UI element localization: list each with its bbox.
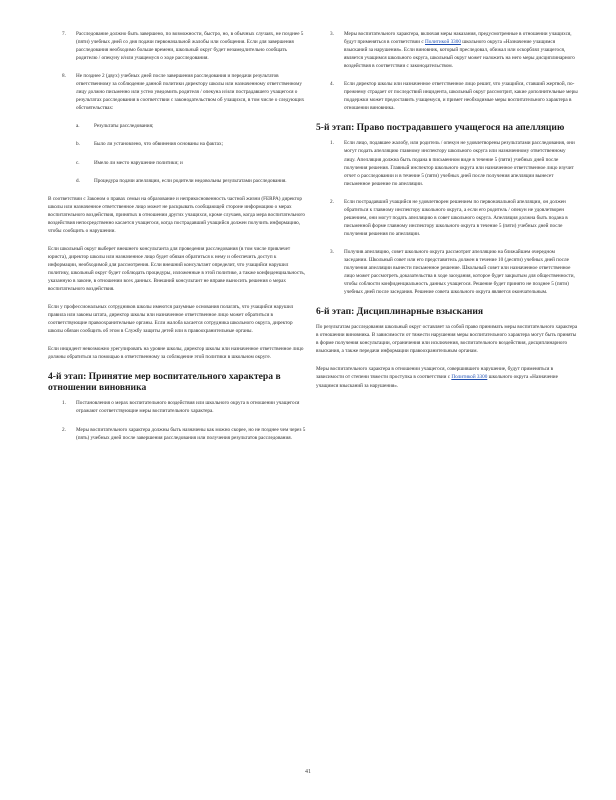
section-heading: 4-й этап: Принятие мер воспитательного характера в отношении виновника: [48, 371, 281, 394]
item-number: 1.: [330, 140, 334, 147]
item-number: 7.: [62, 31, 66, 37]
item-number: 2.: [62, 426, 66, 433]
list-item: [62, 30, 306, 62]
item-text: Не позднее 2 (двух) учебных дней после завершения расследования и передачи результатов ответственному за соблюдение данной политики директору школы или назначенному ответственному лицу должно письменно или устно уведомить родителя / опекуна и/или пострадавшего учащегося о результатах расследования в соответствии с законодательством об учащихся, в том числе о следующих обстоятельствах:: [76, 73, 305, 112]
item-text: Если директор школы или назначенное ответственное лицо решит, что учащийся, ставший жертвой, по-прежнему страдает от последствий инцидента, школьный округ рассмотрит, какие дополнительные меры поддержки может предоставить учащемуся, и примет необходимые меры воспитательного характера в отношении виновника.: [344, 81, 578, 112]
sub-item-text: Процедура подачи апелляции, если родители недовольны результатами расследования.: [94, 177, 287, 184]
item-text: Расследование должно быть завершено, по возможности, быстро, но, в обычных случаях, не позднее 5 (пяти) учебных дней со дня подачи первоначальной жалобы или сообщения. Если для завершения расследования необходимо больше времени, школьный округ будет незамедлительно сообщать родителю / опекуну и/или учащемуся о ходе расследования.: [76, 31, 304, 62]
item-text: Если лицо, подавшее жалобу, или родитель / опекун не удовлетворены результатами расследования, они могут подать апелляцию главному инспектору школьного округа или назначенному ответственному лицу. Апелляция должна быть подана в письменном виде в течение 5 (пяти) учебных дней после получения решения. Главный инспектор школьного округа или назначенное ответственное лицо изучит отчет о расследовании и в течение 5 (пяти) учебных дней после получения апелляции вынесет письменное решение по апелляции.: [344, 140, 575, 187]
item-text: Постановления о мерах воспитательного воздействия или школьного округа в отношении учащегося отражают соответствующие меры воспитательного характера.: [76, 400, 300, 415]
section-heading: 5-й этап: Право пострадавшего учащегося на апелляцию: [316, 122, 565, 134]
item-number: 3.: [330, 248, 334, 255]
item-number: 8.: [62, 73, 66, 80]
right-column: [316, 30, 578, 400]
item-text: Если пострадавший учащийся не удовлетворен решением по первоначальной апелляции, он должен обратиться к главному инспектору школьного округа, а если его родитель / опекун не удовлетворен решением, они могут подать апелляцию в совет школьного округа. Апелляция должна быть подана в письменной форме главному инспектору школьного округа в течение 5 (пяти) учебных дней после получения решения по апелляции.: [344, 198, 568, 237]
item-number: 1.: [62, 400, 66, 407]
item-text: Получив апелляцию, совет школьного округа рассмотрит апелляцию на ближайшем очередном заседании. Школьный совет или его представитель должен в течение 10 (десяти) учебных дней после получения апелляции вынести письменное решение. Школьный совет или назначенное ответственное лицо может рассмотреть доказательства в ходе заседания, которое будет закрытым для общественности, чтобы соблюсти конфиденциальность данных учащегося. Решение будет принято не позднее 5 (пяти) учебных дней после заседания. Решение совета школьного округа является окончательным.: [344, 248, 575, 296]
paragraph: Если школьный округ выберет внешнего консультанта для проведения расследования (в том числе привлечет юриста), директор школы или назначенное лицо будет обязан обратиться к нему и обеспечить доступ к информации, необходимой для рассмотрения. Если внешний консультант определит, что учащийся нарушил политику, школьный округ будет соблюдать процедуры, изложенные в этой политике, а также конфиденциальность, указанную в законе, в отношении всех данных. Внешний консультант не вправе выносить решения о мерах воспитательного воздействия.: [48, 245, 306, 293]
list-item: [330, 80, 578, 112]
sub-item-text: Результаты расследования;: [94, 123, 154, 130]
paragraph: [316, 365, 578, 389]
paragraph: Если у профессиональных сотрудников школы имеются разумные основания полагать, что учащийся нарушил правила или законы штата, директор школы или назначенное ответственное лицо может обратиться в соответствующие правоохранительные органы. Если жалоба касается сотрудника школьного округа, директор школы обязан сообщить об этом в Службу защиты детей или в правоохранительные органы.: [48, 304, 294, 335]
sub-item-letter: c.: [76, 159, 80, 166]
list-item: [330, 30, 578, 70]
item-number: 3.: [330, 31, 334, 37]
item-text: Меры воспитательного характера, включая меры наказания, предусмотренные в отношении учащихся, будут применяться в соответствии с: [344, 31, 572, 46]
policy-link[interactable]: Политикой 3300: [424, 39, 461, 46]
list-item: [62, 399, 306, 415]
sub-item-text: Имело ли место нарушение политики; и: [94, 159, 183, 166]
paragraph-text: Меры воспитательного характера в отношении учащегося, совершившего нарушение, будут применяться в зависимости от степени тяжести проступка в соответствии с: [316, 366, 554, 381]
list-item: [330, 139, 578, 187]
list-item: [330, 198, 578, 238]
sub-item-letter: b.: [76, 141, 80, 148]
sub-item-text: Было ли установлено, что обвинения основаны на фактах;: [94, 141, 224, 148]
item-number: 4.: [330, 81, 334, 88]
sub-list-item: [76, 177, 306, 185]
left-column: [48, 30, 306, 452]
sub-item-letter: d.: [76, 177, 80, 184]
sub-item-letter: a.: [76, 123, 80, 130]
paragraph-text: школьного округа «Назначение учащимся взысканий за нарушения».: [316, 374, 558, 389]
sub-list-item: [76, 122, 306, 130]
item-text: школьного округа «Назначение учащимся взысканий за нарушения». Если виновник, который преследовал, обижал или оскорблял учащегося, является учащимся школьного округа, школьный округ может наложить на него меры дисциплинарного воздействия в соответствии с законодательством.: [344, 39, 575, 70]
paragraph: По результатам расследования школьный округ оставляет за собой право принимать меры воспитательного характера в отношении виновника. В зависимости от тяжести нарушения меры воспитательного характера могут быть приняты в форме получения консультации, ограничения или исключения, воспитательного воздействия, дисциплинарного взыскания, а также передачи информации правоохранительным органам.: [316, 324, 578, 355]
paragraph: В соответствии с Законом о правах семьи на образование и неприкосновенность частной жизни (FERPA) директор школы или назначенное ответственное лицо может не раскрывать сообщающей стороне информацию о мерах воспитательного воздействия, принятых в отношении других учащихся, кроме случаев, когда мера воспитательного воздействия непосредственно касается учащегося, когда пострадавший учащийся должен получить информацию, чтобы сообщить о нарушении.: [48, 195, 306, 234]
paragraph: Если инцидент невозможно урегулировать на уровне школы, директор школы или назначенное ответственное лицо должны обратиться за помощью в ответственному за соблюдение этой политики в школьном округе.: [48, 346, 304, 361]
section-heading: 6-й этап: Дисциплинарные взыскания: [316, 306, 484, 318]
sub-list-item: [76, 159, 306, 167]
sub-list-item: [76, 140, 306, 148]
policy-link[interactable]: Политикой 3300: [451, 374, 488, 381]
list-item: [62, 72, 306, 112]
item-text: Меры воспитательного характера должны быть назначены как можно скорее, но не позднее чем через 5 (пять) учебных дней после завершения расследования или получения результатов расследования.: [76, 426, 306, 441]
list-item: [62, 426, 306, 442]
page-number: 41: [305, 769, 311, 775]
item-number: 2.: [330, 198, 334, 205]
list-item: [330, 248, 578, 296]
